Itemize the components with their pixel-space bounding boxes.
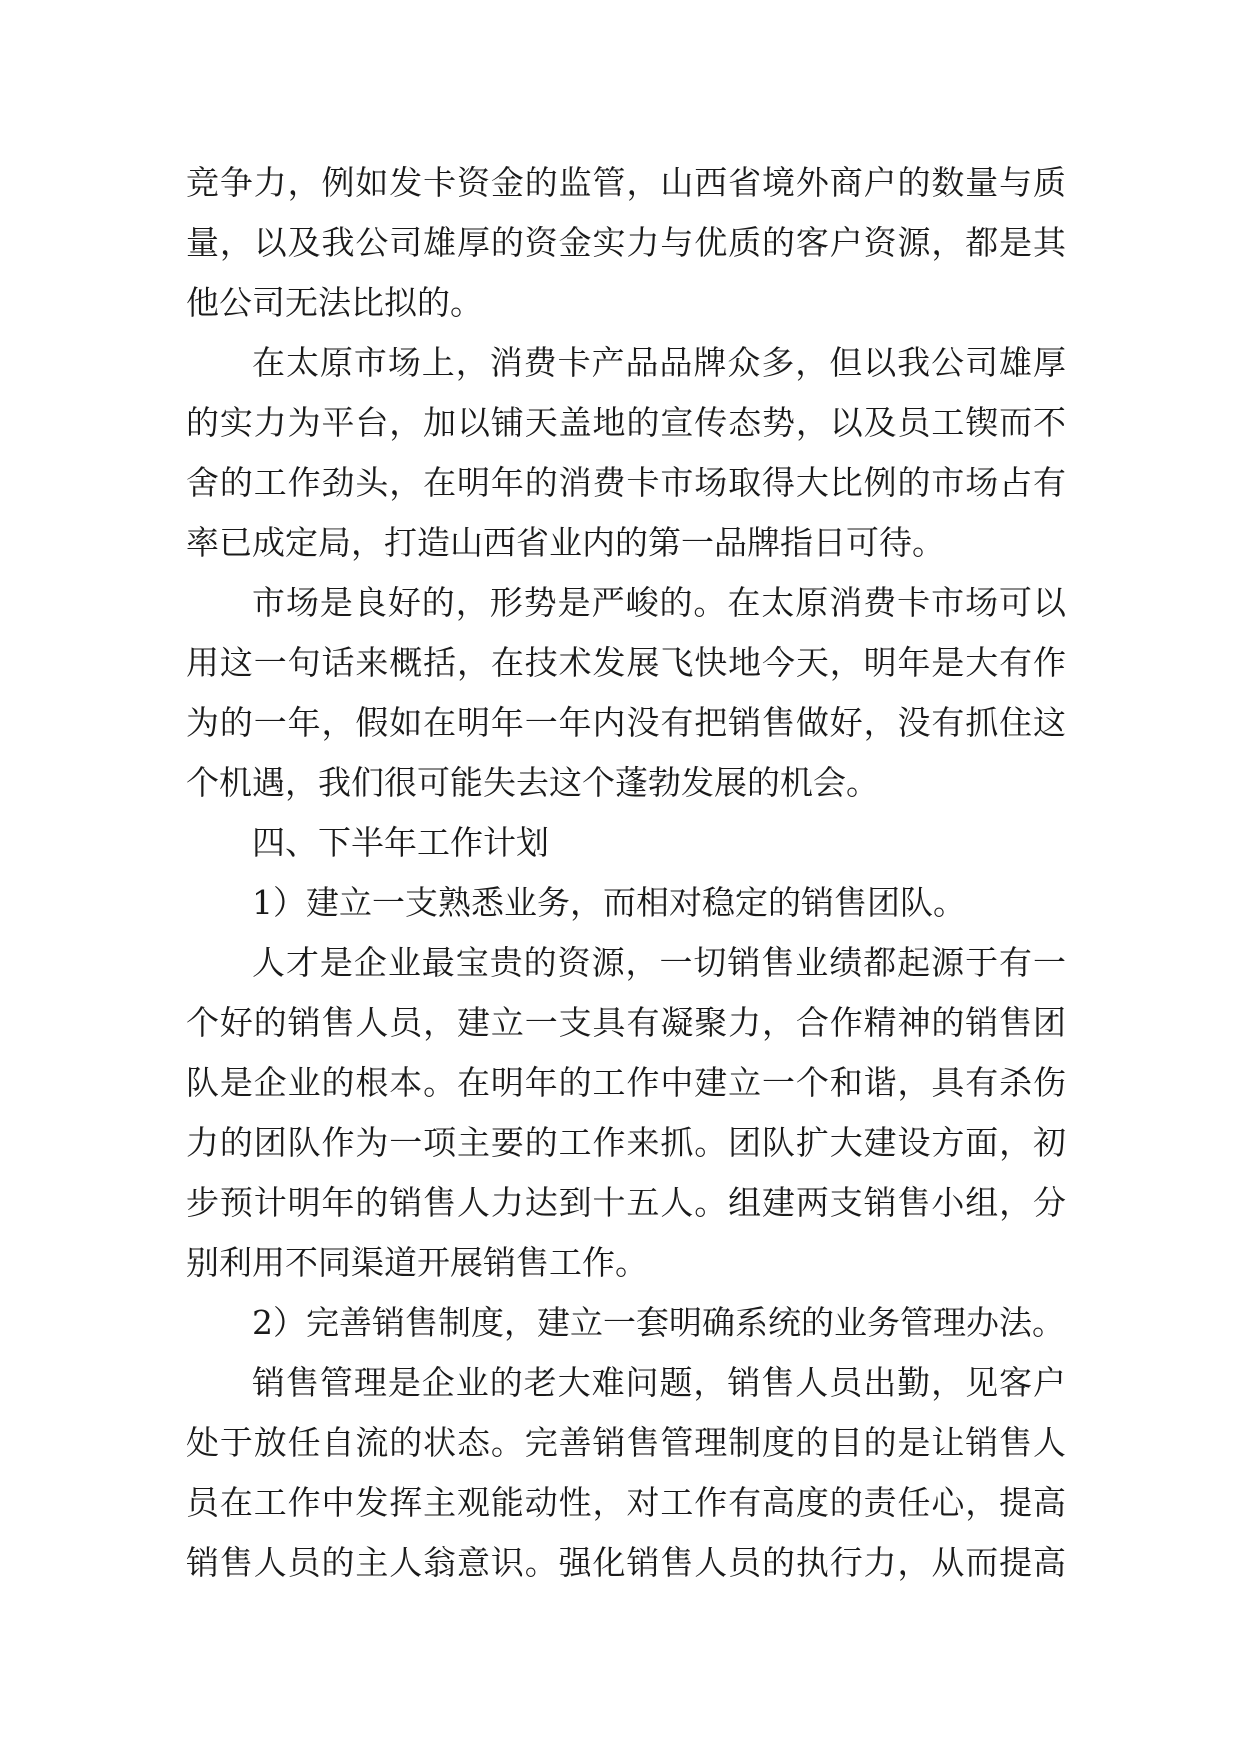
text-line: 个机遇，我们很可能失去这个蓬勃发展的机会。 xyxy=(186,763,879,802)
paragraph-first-line: 销售管理是企业的老大难问题，销售人员出勤，见客户 xyxy=(252,1363,1066,1402)
paragraph-first-line: 市场是良好的，形势是严峻的。在太原消费卡市场可以 xyxy=(252,583,1066,622)
section-heading: 四、下半年工作计划 xyxy=(252,823,549,862)
text-line: 员在工作中发挥主观能动性，对工作有高度的责任心，提高 xyxy=(186,1483,1066,1522)
text-line: 率已成定局，打造山西省业内的第一品牌指日可待。 xyxy=(186,523,945,562)
subsection-heading: 2）完善销售制度，建立一套明确系统的业务管理办法。 xyxy=(252,1303,1065,1342)
text-line: 舍的工作劲头，在明年的消费卡市场取得大比例的市场占有 xyxy=(186,463,1066,502)
paragraph-first-line: 在太原市场上，消费卡产品品牌众多，但以我公司雄厚 xyxy=(252,343,1066,382)
document-body xyxy=(186,153,1066,1593)
text-line: 别利用不同渠道开展销售工作。 xyxy=(186,1243,648,1282)
text-line: 处于放任自流的状态。完善销售管理制度的目的是让销售人 xyxy=(186,1423,1066,1462)
subsection-heading: 1）建立一支熟悉业务，而相对稳定的销售团队。 xyxy=(252,883,966,922)
text-line: 用这一句话来概括，在技术发展飞快地今天，明年是大有作 xyxy=(186,643,1066,682)
text-line: 步预计明年的销售人力达到十五人。组建两支销售小组，分 xyxy=(186,1183,1066,1222)
text-line: 个好的销售人员，建立一支具有凝聚力，合作精神的销售团 xyxy=(186,1003,1066,1042)
text-line: 竞争力，例如发卡资金的监管，山西省境外商户的数量与质 xyxy=(186,163,1066,202)
text-line: 为的一年，假如在明年一年内没有把销售做好，没有抓住这 xyxy=(186,703,1066,742)
text-line: 队是企业的根本。在明年的工作中建立一个和谐，具有杀伤 xyxy=(186,1063,1066,1102)
text-line: 销售人员的主人翁意识。强化销售人员的执行力，从而提高 xyxy=(186,1543,1066,1582)
text-line: 的实力为平台，加以铺天盖地的宣传态势，以及员工锲而不 xyxy=(186,403,1066,442)
paragraph-first-line: 人才是企业最宝贵的资源，一切销售业绩都起源于有一 xyxy=(252,943,1066,982)
text-line: 量，以及我公司雄厚的资金实力与优质的客户资源，都是其 xyxy=(186,223,1066,262)
text-line: 他公司无法比拟的。 xyxy=(186,283,483,322)
text-line: 力的团队作为一项主要的工作来抓。团队扩大建设方面，初 xyxy=(186,1123,1066,1162)
